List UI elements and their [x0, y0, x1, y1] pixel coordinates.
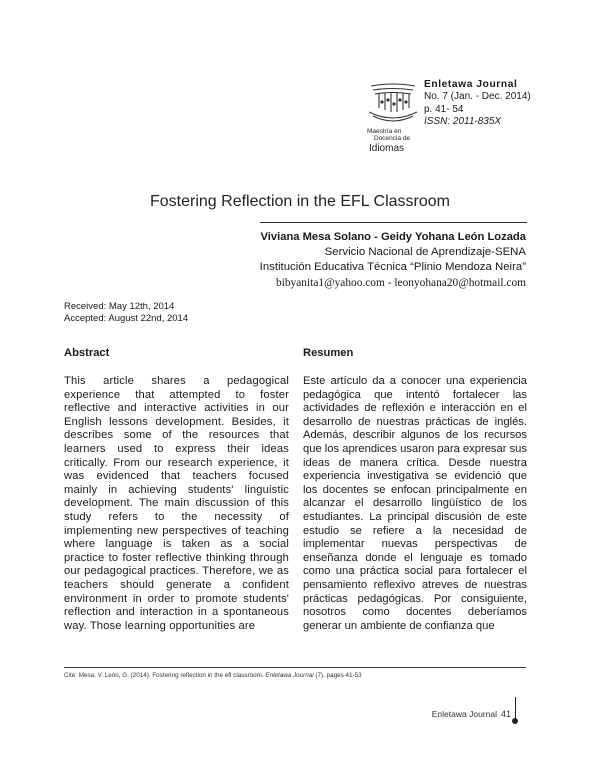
journal-info: [424, 79, 531, 128]
journal-issue: No. 7 (Jan. - Dec. 2014): [424, 91, 531, 103]
logo-line-1: Maestría en: [367, 128, 402, 135]
author-names: Viviana Mesa Solano - Geidy Yohana León Lozada: [260, 231, 526, 243]
logo-line-2: Docencia de: [374, 135, 411, 142]
logo-line-3: Idiomas: [369, 143, 405, 154]
footer-divider: [64, 667, 526, 668]
author-block: [260, 230, 526, 291]
cite-journal: Enletawa Journal: [265, 672, 314, 679]
running-head: Enletawa Journal: [431, 709, 497, 719]
page-folio: [432, 709, 511, 719]
journal-pages: p. 41- 54: [424, 103, 464, 115]
affiliation-1: Servicio Nacional de Aprendizaje-SENA: [324, 246, 526, 259]
cite-prefix: Cite: Mesa, V. León, G. (2014). Fostering reflection in the efl classroom.: [64, 672, 266, 679]
resumen-heading: Resumen: [303, 347, 354, 359]
journal-name: Enletawa Journal: [424, 79, 518, 90]
resumen-text: Este artículo da a conocer una experiencia pedagógica que intentó fortalecer las actividades de reflexión e interacción en el desarrollo de nuestras prácticas de inglés. Además, describir algunos de los recursos que los aprendices usaron para expresar sus ideas de manera crítica. Desde nuestra experiencia investigativa se evidenció que los docentes se enfocan principalmente en alcanzar el desarrollo lingüístico de los estudiantes. La principal discusión de este estudio se refiere a la necesidad de implementar nuevas perspectivas de enseñanza donde el lenguaje es tomado como una práctica social para fortalecer el pensamiento reflexivo atreves de nuestras prácticas pedagógicas. Por consiguiente, nosotros como docentes deberíamos generar un ambiente de confianza que: [303, 375, 527, 632]
affiliation-2: Institución Educativa Técnica “Plinio Mendoza Neira”: [259, 261, 526, 274]
journal-issn: ISSN: 2011-835X: [424, 115, 502, 127]
abstract-text: This article shares a pedagogical experience that attempted to foster reflective and interactive activities in our English lessons development. Besides, it describes some of the resources that learners used to express their ideas critically. From our research experience, it was evidenced that teachers focused mainly in achieving students' linguistic development. The main discussion of this study refers to the necessity of implementing new perspectives of teaching where language is taken as a social practice to foster reflective thinking through our pedagogical practices. Therefore, we as teachers should generate a confident environment in order to promote students' reflection and interaction in a spontaneous way. Those learning opportunities are: [64, 375, 289, 632]
title-divider: [260, 222, 527, 223]
received-date: Received: May 12th, 2014: [64, 301, 175, 312]
accepted-date: Accepted: August 22nd, 2014: [64, 313, 189, 325]
journal-logo: [365, 80, 421, 156]
cite-suffix: (7), pages 41-53: [313, 672, 362, 679]
abstract-heading: Abstract: [64, 347, 110, 359]
article-dates: [64, 301, 188, 326]
page-number: 41: [500, 709, 511, 719]
author-emails: bibyanita1@yahoo.com - leonyohana20@hotmail.com: [276, 276, 526, 289]
article-title: Fostering Reflection in the EFL Classroom: [150, 193, 450, 210]
citation-line: [64, 672, 362, 679]
folio-dot: [512, 718, 518, 724]
